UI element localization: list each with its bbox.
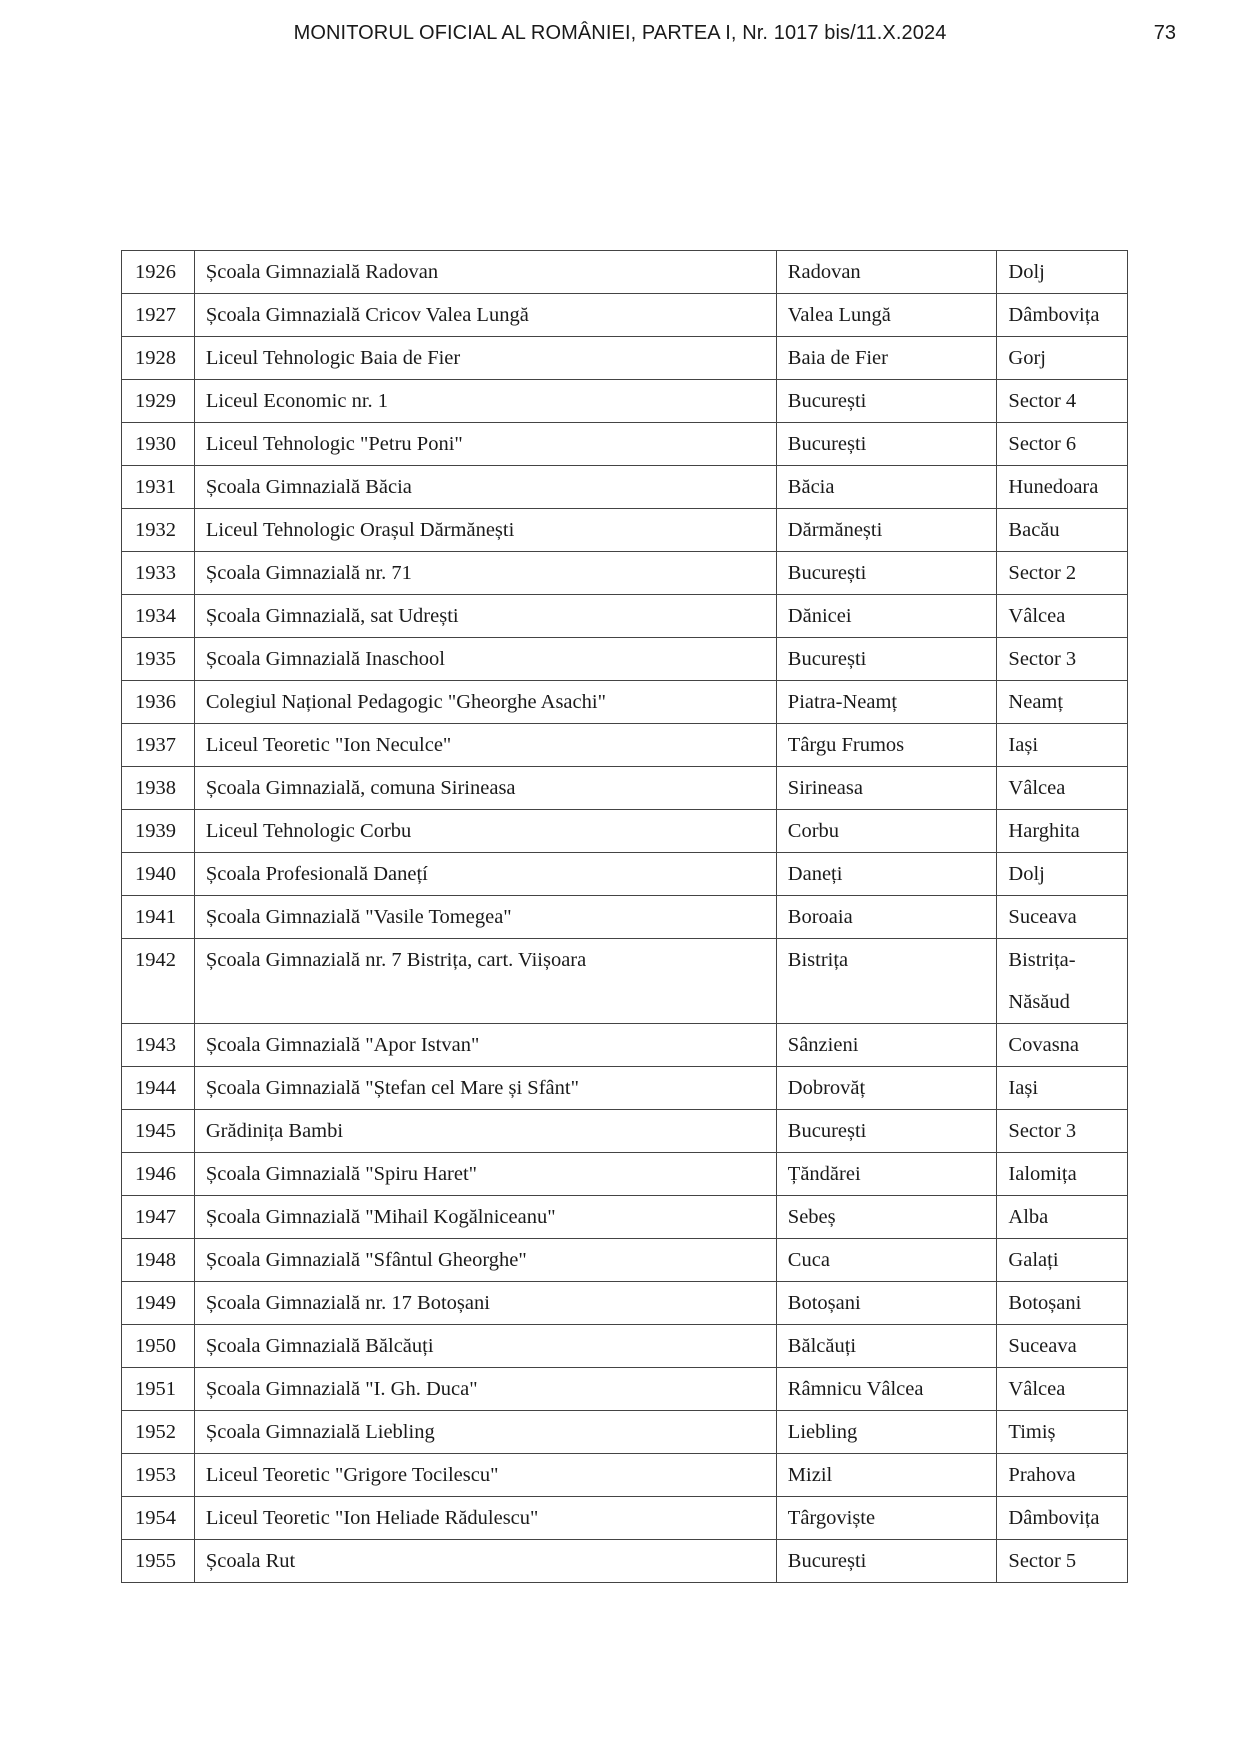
row-number-cell: 1939 (122, 810, 195, 853)
county-cell: Dolj (997, 251, 1128, 294)
locality-cell: Târgu Frumos (776, 724, 997, 767)
locality-cell: București (776, 423, 997, 466)
table-row (122, 509, 1128, 552)
school-name-cell: Liceul Teoretic "Ion Heliade Rădulescu" (194, 1497, 776, 1540)
table-row (122, 423, 1128, 466)
county-cell: Timiș (997, 1411, 1128, 1454)
county-cell: Harghita (997, 810, 1128, 853)
school-name-cell: Școala Gimnazială nr. 71 (194, 552, 776, 595)
table-row (122, 251, 1128, 294)
locality-cell: Țăndărei (776, 1153, 997, 1196)
locality-cell: Corbu (776, 810, 997, 853)
table-row (122, 1239, 1128, 1282)
county-cell: Bistrița-Năsăud (997, 939, 1128, 1024)
table-row (122, 767, 1128, 810)
school-name-cell: Liceul Tehnologic Orașul Dărmănești (194, 509, 776, 552)
school-name-cell: Școala Gimnazială nr. 17 Botoșani (194, 1282, 776, 1325)
row-number-cell: 1955 (122, 1540, 195, 1583)
table-row (122, 1282, 1128, 1325)
row-number-cell: 1941 (122, 896, 195, 939)
county-cell: Iași (997, 1067, 1128, 1110)
row-number-cell: 1947 (122, 1196, 195, 1239)
row-number-cell: 1930 (122, 423, 195, 466)
table-row (122, 1540, 1128, 1583)
school-name-cell: Școala Gimnazială Cricov Valea Lungă (194, 294, 776, 337)
locality-cell: Sânzieni (776, 1024, 997, 1067)
locality-cell: București (776, 1540, 997, 1583)
row-number-cell: 1927 (122, 294, 195, 337)
row-number-cell: 1942 (122, 939, 195, 1024)
row-number-cell: 1928 (122, 337, 195, 380)
table-row (122, 1153, 1128, 1196)
locality-cell: Dobrovăț (776, 1067, 997, 1110)
row-number-cell: 1940 (122, 853, 195, 896)
locality-cell: București (776, 552, 997, 595)
row-number-cell: 1931 (122, 466, 195, 509)
locality-cell: București (776, 1110, 997, 1153)
row-number-cell: 1953 (122, 1454, 195, 1497)
locality-cell: Bălcăuți (776, 1325, 997, 1368)
school-name-cell: Școala Gimnazială Radovan (194, 251, 776, 294)
locality-cell: Mizil (776, 1454, 997, 1497)
county-cell: Prahova (997, 1454, 1128, 1497)
locality-cell: Baia de Fier (776, 337, 997, 380)
table-row (122, 1024, 1128, 1067)
table-row (122, 638, 1128, 681)
school-registry-table (121, 250, 1128, 1583)
table-row (122, 1067, 1128, 1110)
county-cell: Sector 2 (997, 552, 1128, 595)
locality-cell: Liebling (776, 1411, 997, 1454)
locality-cell: Dănicei (776, 595, 997, 638)
school-name-cell: Școala Gimnazială Bălcăuți (194, 1325, 776, 1368)
school-name-cell: Școala Gimnazială Liebling (194, 1411, 776, 1454)
locality-cell: Valea Lungă (776, 294, 997, 337)
row-number-cell: 1944 (122, 1067, 195, 1110)
locality-cell: Daneți (776, 853, 997, 896)
table-row (122, 939, 1128, 1024)
school-name-cell: Școala Gimnazială, comuna Sirineasa (194, 767, 776, 810)
table-row (122, 595, 1128, 638)
county-cell: Covasna (997, 1024, 1128, 1067)
school-name-cell: Școala Gimnazială "Sfântul Gheorghe" (194, 1239, 776, 1282)
row-number-cell: 1934 (122, 595, 195, 638)
school-name-cell: Liceul Teoretic "Ion Neculce" (194, 724, 776, 767)
locality-cell: Dărmănești (776, 509, 997, 552)
county-cell: Iași (997, 724, 1128, 767)
locality-cell: Piatra-Neamț (776, 681, 997, 724)
school-name-cell: Grădinița Bambi (194, 1110, 776, 1153)
page-number: 73 (1153, 22, 1176, 44)
row-number-cell: 1937 (122, 724, 195, 767)
county-cell: Botoșani (997, 1282, 1128, 1325)
school-name-cell: Școala Gimnazială "Apor Istvan" (194, 1024, 776, 1067)
locality-cell: Radovan (776, 251, 997, 294)
county-cell: Vâlcea (997, 1368, 1128, 1411)
school-name-cell: Școala Gimnazială "Mihail Kogălniceanu" (194, 1196, 776, 1239)
table-row (122, 337, 1128, 380)
table-row (122, 1411, 1128, 1454)
county-cell: Sector 5 (997, 1540, 1128, 1583)
row-number-cell: 1951 (122, 1368, 195, 1411)
row-number-cell: 1954 (122, 1497, 195, 1540)
table-row (122, 466, 1128, 509)
county-cell: Alba (997, 1196, 1128, 1239)
table-row (122, 896, 1128, 939)
row-number-cell: 1929 (122, 380, 195, 423)
county-cell: Hunedoara (997, 466, 1128, 509)
document-header-title: MONITORUL OFICIAL AL ROMÂNIEI, PARTEA I, Nr. 1017 bis/11.X.2024 (293, 22, 947, 44)
locality-cell: București (776, 380, 997, 423)
table-row (122, 1454, 1128, 1497)
locality-cell: Cuca (776, 1239, 997, 1282)
row-number-cell: 1952 (122, 1411, 195, 1454)
county-cell: Sector 4 (997, 380, 1128, 423)
county-cell: Ialomița (997, 1153, 1128, 1196)
county-cell: Dâmbovița (997, 1497, 1128, 1540)
row-number-cell: 1950 (122, 1325, 195, 1368)
school-name-cell: Școala Gimnazială, sat Udrești (194, 595, 776, 638)
school-name-cell: Colegiul Național Pedagogic "Gheorghe Asachi" (194, 681, 776, 724)
school-name-cell: Școala Gimnazială "Ștefan cel Mare și Sfânt" (194, 1067, 776, 1110)
locality-cell: Băcia (776, 466, 997, 509)
table-row (122, 294, 1128, 337)
registry-table-body (122, 251, 1128, 1583)
row-number-cell: 1946 (122, 1153, 195, 1196)
county-cell: Dolj (997, 853, 1128, 896)
county-cell: Vâlcea (997, 595, 1128, 638)
table-row (122, 1325, 1128, 1368)
county-cell: Suceava (997, 896, 1128, 939)
locality-cell: Botoșani (776, 1282, 997, 1325)
row-number-cell: 1938 (122, 767, 195, 810)
table-row (122, 1368, 1128, 1411)
school-name-cell: Liceul Tehnologic "Petru Poni" (194, 423, 776, 466)
table-row (122, 552, 1128, 595)
locality-cell: București (776, 638, 997, 681)
row-number-cell: 1949 (122, 1282, 195, 1325)
school-name-cell: Școala Gimnazială Băcia (194, 466, 776, 509)
school-name-cell: Liceul Economic nr. 1 (194, 380, 776, 423)
locality-cell: Sebeș (776, 1196, 997, 1239)
row-number-cell: 1935 (122, 638, 195, 681)
table-row (122, 380, 1128, 423)
locality-cell: Bistrița (776, 939, 997, 1024)
school-name-cell: Școala Gimnazială nr. 7 Bistrița, cart. Viișoara (194, 939, 776, 1024)
school-name-cell: Școala Gimnazială "I. Gh. Duca" (194, 1368, 776, 1411)
county-cell: Vâlcea (997, 767, 1128, 810)
school-name-cell: Școala Gimnazială "Vasile Tomegea" (194, 896, 776, 939)
county-cell: Dâmbovița (997, 294, 1128, 337)
county-cell: Sector 6 (997, 423, 1128, 466)
table-row (122, 853, 1128, 896)
county-cell: Suceava (997, 1325, 1128, 1368)
school-name-cell: Școala Gimnazială "Spiru Haret" (194, 1153, 776, 1196)
row-number-cell: 1943 (122, 1024, 195, 1067)
row-number-cell: 1926 (122, 251, 195, 294)
school-name-cell: Școala Profesională Danețí (194, 853, 776, 896)
locality-cell: Târgoviște (776, 1497, 997, 1540)
locality-cell: Sirineasa (776, 767, 997, 810)
school-name-cell: Liceul Teoretic "Grigore Tocilescu" (194, 1454, 776, 1497)
school-name-cell: Școala Rut (194, 1540, 776, 1583)
table-row (122, 1110, 1128, 1153)
table-row (122, 1196, 1128, 1239)
school-name-cell: Liceul Tehnologic Corbu (194, 810, 776, 853)
table-row (122, 1497, 1128, 1540)
table-row (122, 810, 1128, 853)
table-row (122, 681, 1128, 724)
locality-cell: Boroaia (776, 896, 997, 939)
school-name-cell: Școala Gimnazială Inaschool (194, 638, 776, 681)
row-number-cell: 1948 (122, 1239, 195, 1282)
row-number-cell: 1945 (122, 1110, 195, 1153)
county-cell: Neamț (997, 681, 1128, 724)
row-number-cell: 1932 (122, 509, 195, 552)
row-number-cell: 1936 (122, 681, 195, 724)
locality-cell: Râmnicu Vâlcea (776, 1368, 997, 1411)
row-number-cell: 1933 (122, 552, 195, 595)
county-cell: Bacău (997, 509, 1128, 552)
county-cell: Sector 3 (997, 638, 1128, 681)
table-row (122, 724, 1128, 767)
county-cell: Gorj (997, 337, 1128, 380)
county-cell: Sector 3 (997, 1110, 1128, 1153)
county-cell: Galați (997, 1239, 1128, 1282)
school-name-cell: Liceul Tehnologic Baia de Fier (194, 337, 776, 380)
